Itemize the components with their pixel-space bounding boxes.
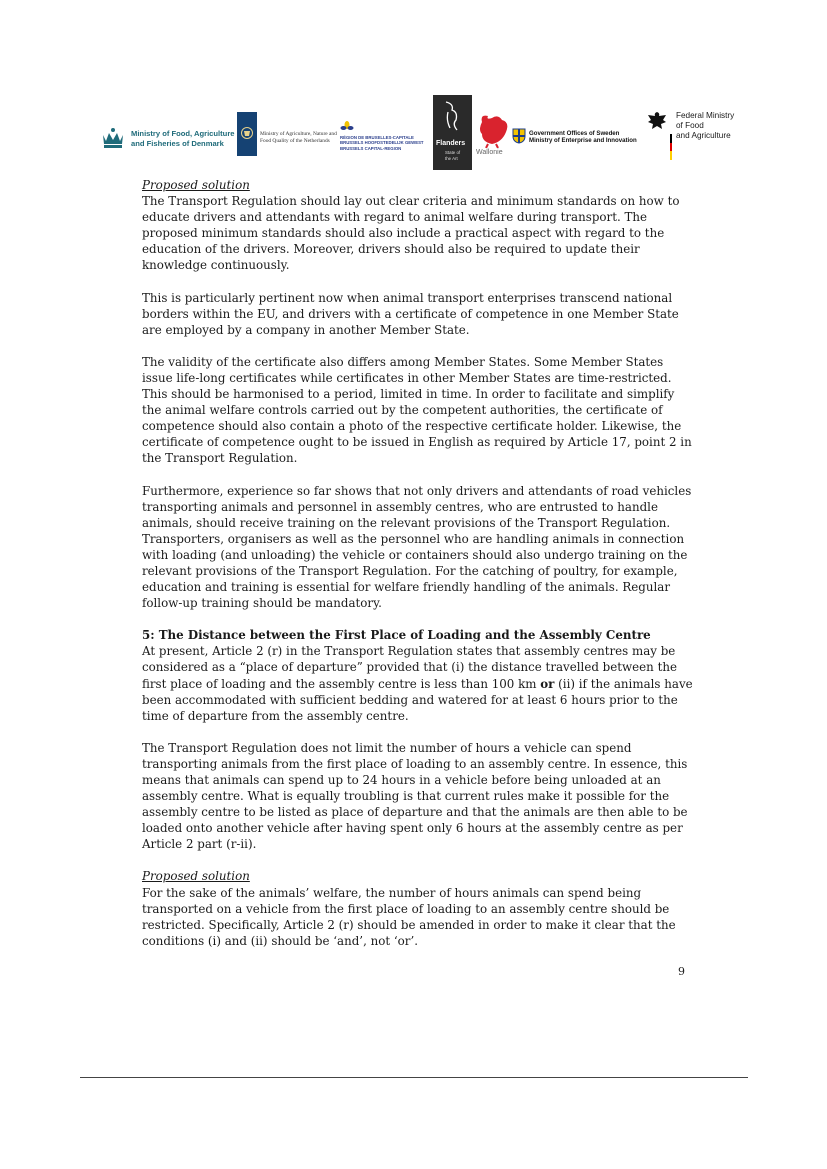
eagle-icon [646, 110, 668, 132]
logo-text-line: and Fisheries of Denmark [131, 139, 224, 148]
paragraph-text: (ii) if the animals have been accommodated with sufficient bedding and watered for at least 6 hours prior to the time of departure from the assembly centre. [142, 676, 693, 723]
logo-text-line: Government Offices of Sweden [529, 130, 620, 137]
logo-text-line: of Food [676, 120, 704, 130]
emphasis-or: or [540, 676, 555, 691]
crown-icon [100, 126, 126, 150]
logo-text-line: RÉGION DE BRUXELLES-CAPITALE [340, 135, 414, 140]
logo-text-line: State of [445, 150, 461, 155]
iris-icon [340, 120, 354, 134]
paragraph [142, 643, 694, 723]
netherlands-ministry-name [260, 131, 337, 145]
coat-of-arms-icon [240, 126, 254, 140]
wallonie-logo [474, 112, 512, 160]
subheading-proposed-solution: Proposed solution [142, 869, 250, 884]
paragraph-text: At present, Article 2 (r) in the Transport Regulation states that assembly centres may be considered as a “place of departure” provided that (i) the distance travelled between the first place of loading and the assembly centre is less than 100 km [142, 644, 677, 691]
wallonie-name: Wallonie [476, 149, 503, 156]
flanders-logo [433, 95, 472, 170]
brussels-region-name [340, 135, 424, 151]
paragraph: The Transport Regulation does not limit the number of hours a vehicle can spend transporting animals from the first place of loading to an assembly centre. In essence, this means that animals can spend up to 24 hours in a vehicle before being unloaded at an assembly centre. What is equally troubling is that current rules make it possible for the assembly centre to be listed as place of departure and that the animals are then able to be loaded onto another vehicle after having spent only 6 hours at the assembly centre as per Article 2 part (r-ii). [142, 740, 688, 852]
rooster-icon [474, 112, 512, 148]
logo-text-line: BRUSSELS HOOFDSTEDELIJK GEWEST [340, 140, 424, 146]
flanders-tagline [445, 150, 460, 162]
sweden-government-name [529, 130, 637, 145]
logo-text-line: Ministry of Enterprise and Innovation [529, 137, 637, 145]
denmark-ministry-logo [100, 124, 235, 152]
logo-text-line: the Art [445, 156, 458, 161]
netherlands-logo-bar [237, 112, 257, 156]
section-heading: 5: The Distance between the First Place of Loading and the Assembly Centre [142, 628, 651, 643]
swedish-crest-icon [511, 126, 527, 144]
paragraph: For the sake of the animals’ welfare, the number of hours animals can spend being transported on a vehicle from the first place of loading to an assembly centre should be restricted. Specifically, Article 2 (r) should be amended in order to make it clear that the conditions (i) and (ii) should be ‘and’, not ‘or’. [142, 885, 676, 948]
denmark-ministry-name [131, 129, 235, 149]
logo-text-line: BRUSSELS CAPITAL-REGION [340, 145, 402, 151]
subheading-proposed-solution: Proposed solution [142, 178, 250, 192]
brussels-region-logo [340, 120, 435, 156]
logo-text-line: Ministry of Agriculture, Nature and [260, 131, 337, 137]
paragraph: Furthermore, experience so far shows that not only drivers and attendants of road vehicles transporting animals and personnel in assembly centres, who are entrusted to handle animals, should receive training on the relevant provisions of the Transport Regulation. Transporters, organisers as well as the personnel who are handling animals in connection with loading (and unloading) the vehicle or containers should also undergo training on the relevant provisions of the Transport Regulation. For the catching of poultry, for example, education and training is essential for welfare friendly handling of the animals. Regular follow-up training should be mandatory. [142, 483, 692, 611]
germany-ministry-name [676, 111, 734, 140]
lion-icon [442, 100, 462, 136]
paragraph: The validity of the certificate also differs among Member States. Some Member States issue life-long certificates while certificates in other Member States are time-restricted. This should be harmonised to a period, limited in time. In order to facilitate and simplify the animal welfare controls carried out by the competent authorities, the certificate of competence should also contain a photo of the respective certificate holder. Likewise, the certificate of competence ought to be issued in English as required by Article 17, point 2 in the Transport Regulation. [142, 354, 692, 466]
footer-divider [80, 1077, 748, 1078]
document-body [142, 177, 694, 949]
flanders-name: Flanders [436, 140, 466, 147]
logo-text-line: Ministry of Food, Agriculture [131, 129, 235, 138]
logo-text-line: Food Quality of the Netherlands [260, 138, 330, 144]
german-flag-stripe [670, 134, 672, 160]
logo-text-line: and Agriculture [676, 130, 731, 140]
germany-ministry-logo [670, 110, 740, 162]
header-logo-strip [0, 0, 827, 180]
page-number: 9 [678, 965, 685, 978]
netherlands-ministry-logo [237, 112, 337, 156]
paragraph: This is particularly pertinent now when animal transport enterprises transcend national borders within the EU, and drivers with a certificate of competence in one Member State are employed by a company in another Member State. [142, 290, 679, 337]
logo-text-line: Federal Ministry [676, 111, 735, 120]
paragraph: The Transport Regulation should lay out clear criteria and minimum standards on how to educate drivers and attendants with regard to animal welfare during transport. The proposed minimum standards should also include a practical aspect with regard to the education of the drivers. Moreover, drivers should also be required to update their knowledge continuously. [142, 194, 680, 273]
